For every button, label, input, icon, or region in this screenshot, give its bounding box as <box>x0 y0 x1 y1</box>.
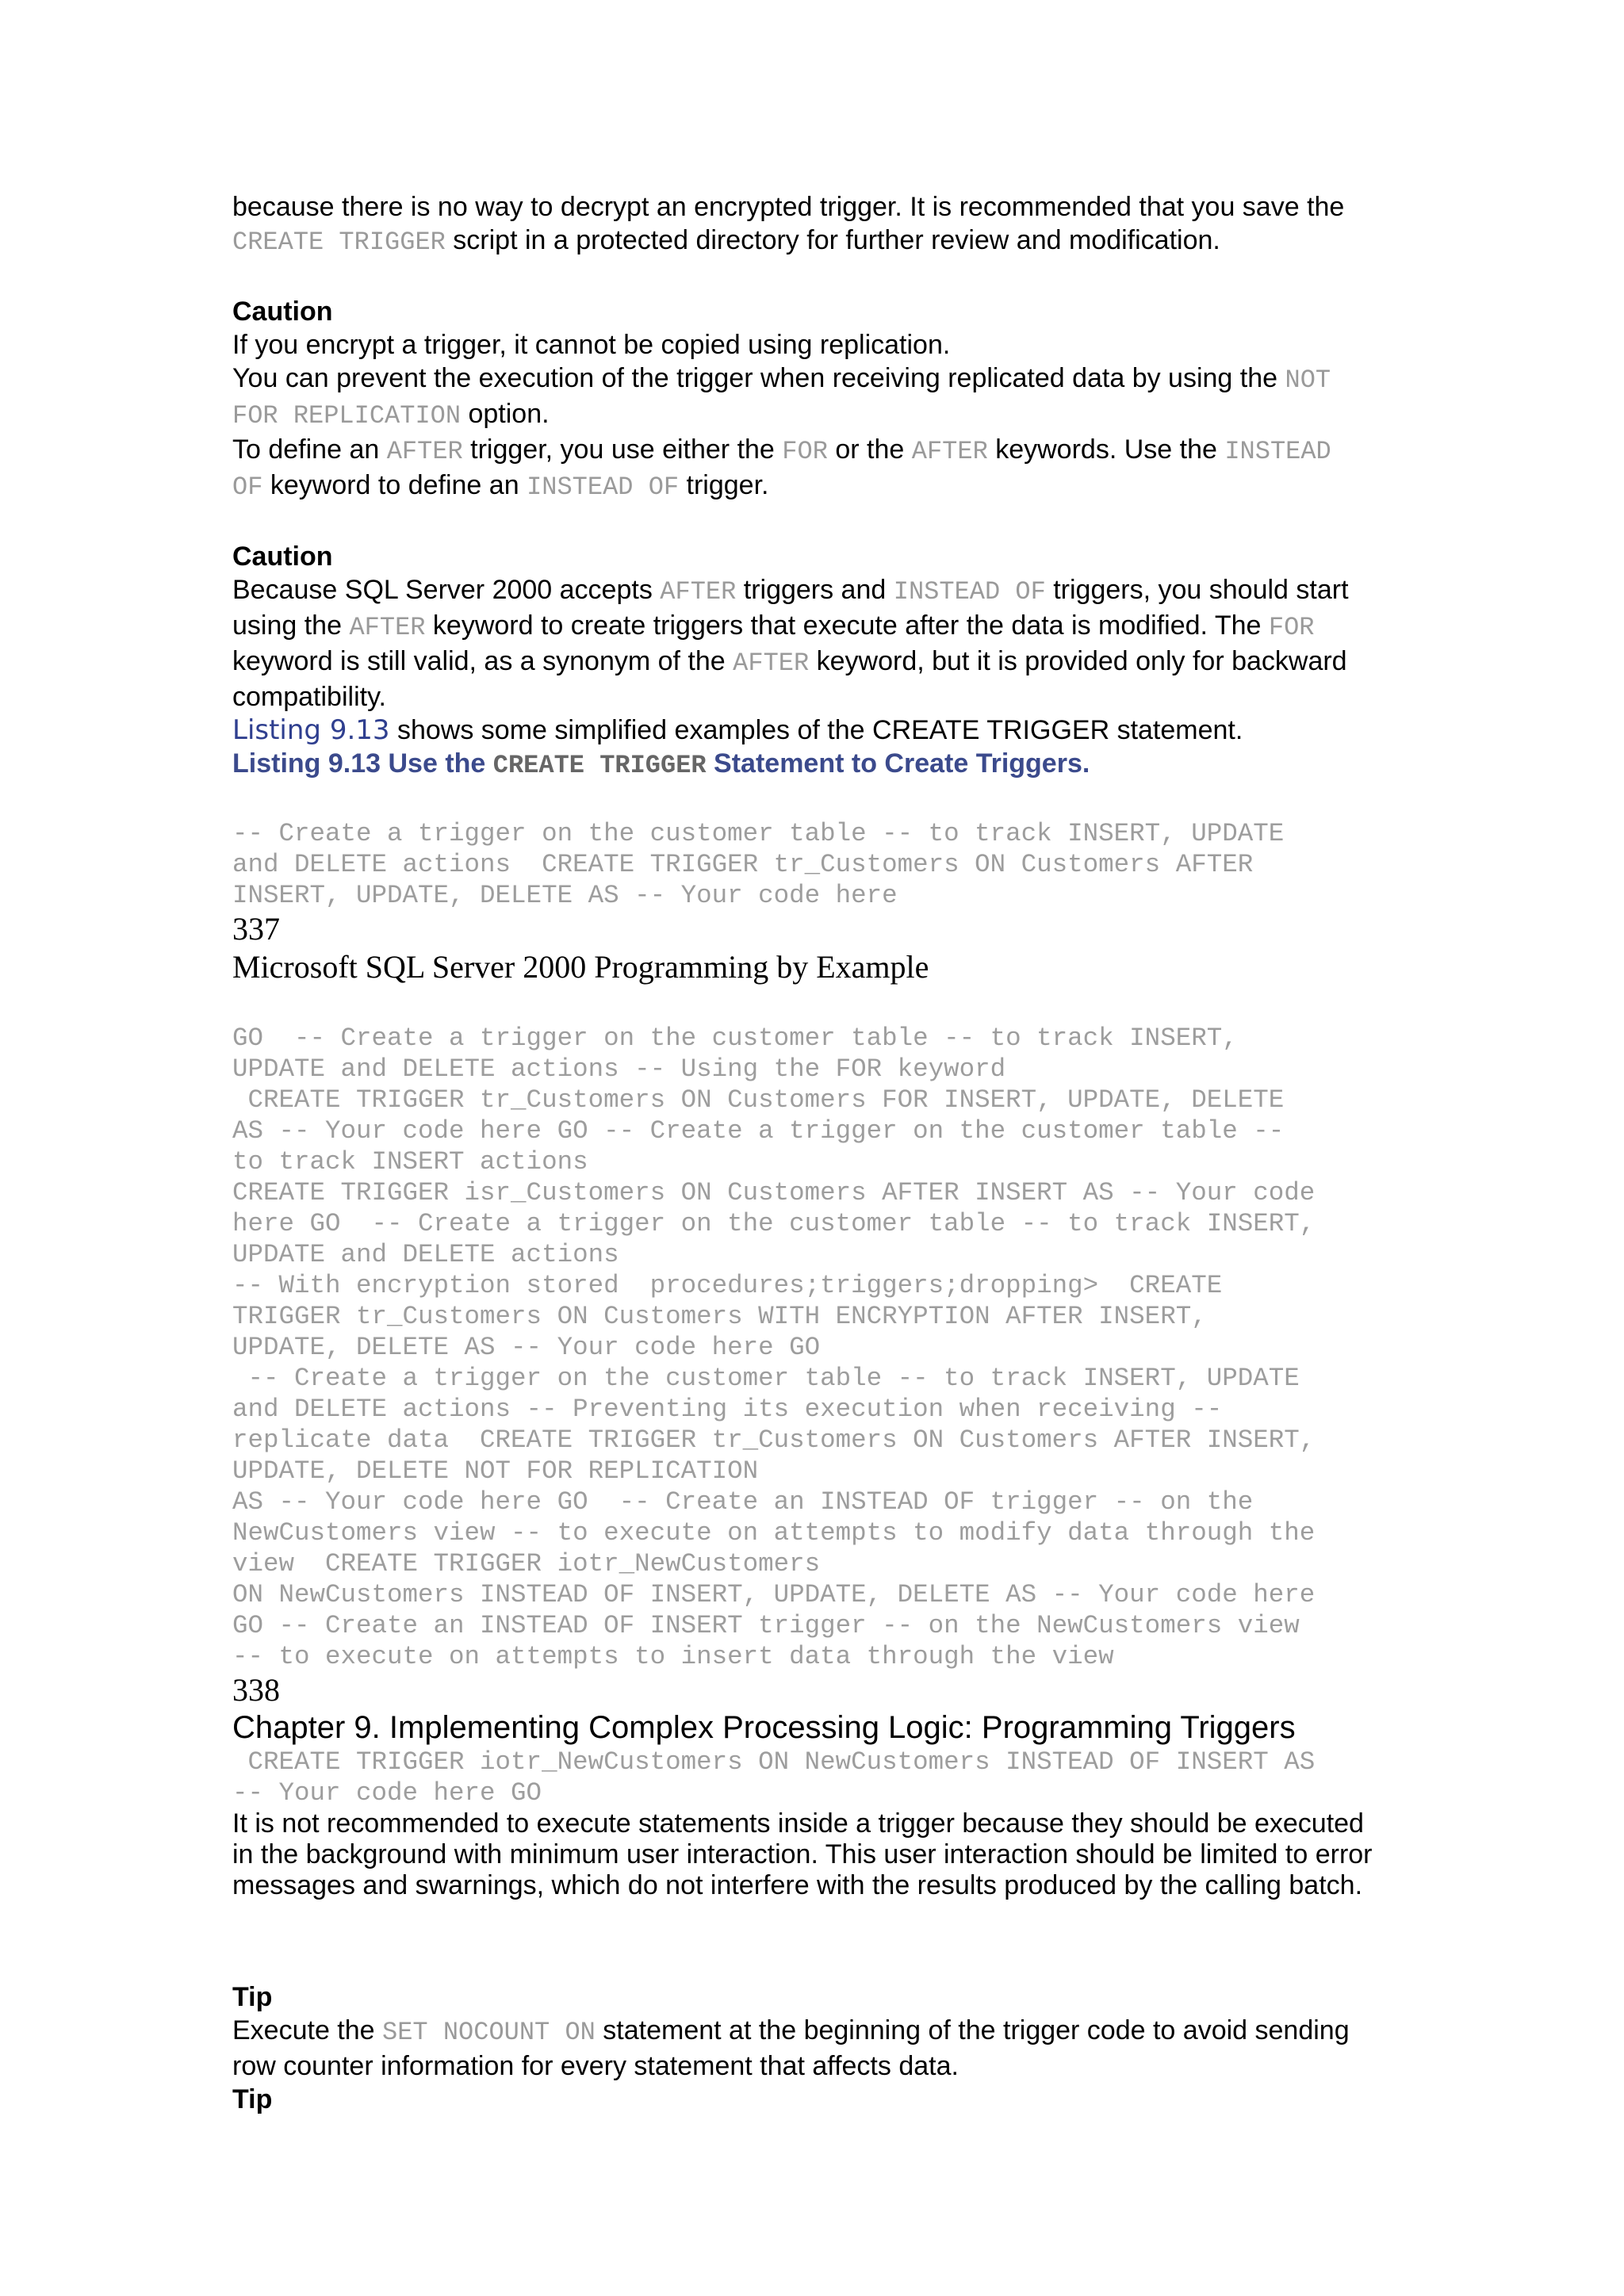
text-run: in the background with minimum user interaction. This user interaction should be limited to error <box>232 1839 1373 1869</box>
body-paragraph <box>232 1808 1398 1901</box>
inline-code: FOR REPLICATION <box>232 401 462 430</box>
caution-paragraph <box>232 573 1398 714</box>
text-run: It is not recommended to execute statements inside a trigger because they should be executed <box>232 1808 1364 1839</box>
listing-reference <box>232 714 1398 747</box>
listing-title <box>232 747 1398 783</box>
text-run: keyword to define an <box>262 470 527 500</box>
chapter-title: Chapter 9. Implementing Complex Processing Logic: Programming Triggers <box>232 1710 1296 1745</box>
caution-line: If you encrypt a trigger, it cannot be copied using replication. <box>232 330 951 360</box>
inline-code: OF <box>232 473 263 502</box>
code-block: CREATE TRIGGER iotr_NewCustomers ON NewCustomers INSTEAD OF INSERT AS -- Your code here GO <box>232 1747 1316 1808</box>
text-run: triggers and <box>736 575 894 605</box>
document-page <box>232 190 1398 2116</box>
text-run: row counter information for every statement that affects data. <box>232 2051 959 2081</box>
text-run: Listing 9.13 Use the <box>232 748 493 779</box>
intro-paragraph <box>232 190 1398 259</box>
text-run: triggers, you should start <box>1045 575 1349 605</box>
code-block: -- Create a trigger on the customer table -- to track INSERT, UPDATE and DELETE actions CREATE TRIGGER tr_Customers ON Customers AFTER INSERT, UPDATE, DELETE AS -- Your code here <box>232 819 1285 910</box>
intro-line-1: because there is no way to decrypt an encrypted trigger. It is recommended that you save the <box>232 192 1345 222</box>
inline-code: CREATE TRIGGER <box>492 751 707 780</box>
inline-code: INSTEAD OF <box>527 473 680 502</box>
inline-code: FOR <box>1268 613 1315 642</box>
text-run: messages and swarnings, which do not interfere with the results produced by the calling batch. <box>232 1870 1363 1900</box>
inline-code: NOT <box>1285 365 1331 395</box>
text-run: trigger, you use either the <box>462 434 783 465</box>
text-run: To define an <box>232 434 387 465</box>
tip-heading: Tip <box>232 2084 273 2114</box>
text-run: Execute the <box>232 2015 383 2045</box>
text-run: trigger. <box>679 470 769 500</box>
inline-code: AFTER <box>660 577 737 607</box>
tip-heading: Tip <box>232 1982 273 2012</box>
text-run: Statement to Create Triggers. <box>706 748 1090 779</box>
inline-code: INSTEAD <box>1224 437 1331 466</box>
inline-code: AFTER <box>733 649 810 678</box>
tip-paragraph <box>232 2014 1398 2083</box>
text-run: keywords. Use the <box>987 434 1225 465</box>
inline-code: AFTER <box>386 437 463 466</box>
inline-code: FOR <box>782 437 828 466</box>
page-number: 337 <box>232 911 280 947</box>
caution-line: You can prevent the execution of the trigger when receiving replicated data by using the <box>232 363 1285 393</box>
text-run: keyword is still valid, as a synonym of the <box>232 646 733 676</box>
text-run: keyword, but it is provided only for backward <box>809 646 1347 676</box>
inline-code: AFTER <box>349 613 426 642</box>
text-run: compatibility. <box>232 682 386 712</box>
text-run: keyword to create triggers that execute after the data is modified. The <box>425 610 1269 641</box>
inline-code: SET NOCOUNT ON <box>382 2018 596 2047</box>
code-block: GO -- Create a trigger on the customer table -- to track INSERT, UPDATE and DELETE actions -- Using the FOR keyword CREATE TRIGGER tr_Customers ON Customers FOR INSERT, UPDATE, DELETE AS -- Your code here GO -- Create a trigger on the customer table -- to track INSERT actions CREATE TRIGGER isr_Customers ON Customers AFTER INSERT AS -- Your code here GO -- Create a trigger on the customer table -- to track INSERT, UPDATE and DELETE actions -- With encryption stored procedures;triggers;dropping> CREATE TRIGGER tr_Customers ON Customers WITH ENCRYPTION AFTER INSERT, UPDATE, DELETE AS -- Your code here GO -- Create a trigger on the customer table -- to track INSERT, UPDATE and DELETE actions -- Preventing its execution when receiving -- replicate data CREATE TRIGGER tr_Customers ON Customers AFTER INSERT, UPDATE, DELETE NOT FOR REPLICATION AS -- Your code here GO -- Create an INSTEAD OF trigger -- on the NewCustomers view -- to execute on attempts to modify data through the view CREATE TRIGGER iotr_NewCustomers ON NewCustomers INSTEAD OF INSERT, UPDATE, DELETE AS -- Your code here GO -- Create an INSTEAD OF INSERT trigger -- on the NewCustomers view -- to execute on attempts to insert data through the view <box>232 1024 1316 1671</box>
caution-heading: Caution <box>232 541 333 572</box>
page-number: 338 <box>232 1672 280 1708</box>
text-run: statement at the beginning of the trigger code to avoid sending <box>595 2015 1350 2045</box>
book-title: Microsoft SQL Server 2000 Programming by Example <box>232 949 929 985</box>
inline-code: INSTEAD OF <box>893 577 1046 607</box>
inline-code: CREATE TRIGGER <box>232 228 446 257</box>
text-run: using the <box>232 610 350 641</box>
caution-heading: Caution <box>232 297 333 327</box>
text-run: or the <box>827 434 912 465</box>
listing-link[interactable]: Listing 9.13 <box>232 714 390 746</box>
text-run: Because SQL Server 2000 accepts <box>232 575 661 605</box>
inline-code: AFTER <box>911 437 988 466</box>
intro-line-2: script in a protected directory for further review and modification. <box>445 225 1220 255</box>
caution-line: option. <box>461 399 550 429</box>
text-run: shows some simplified examples of the CREATE TRIGGER statement. <box>389 715 1243 745</box>
caution-paragraph <box>232 328 1398 504</box>
